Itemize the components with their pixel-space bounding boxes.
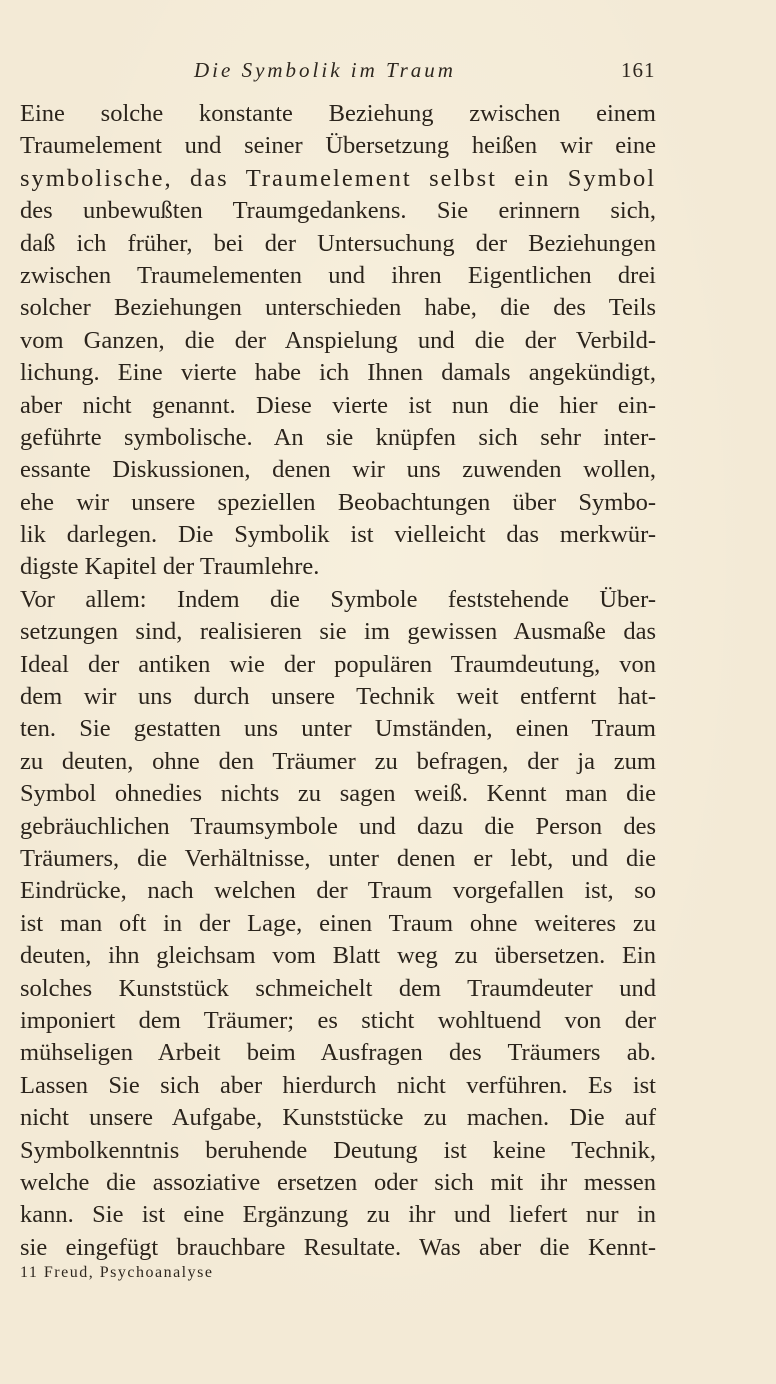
- text-line: Symbolkenntnis beruhende Deutung ist keine Technik,: [20, 1136, 656, 1164]
- text-line: Ideal der antiken wie der populären Traumdeutung, von: [20, 650, 656, 678]
- body-text: [20, 98, 656, 1264]
- text-line: zu deuten, ohne den Träumer zu befragen, der ja zum: [20, 747, 656, 775]
- text-line: lik darlegen. Die Symbolik ist vielleicht das merkwür-: [20, 521, 656, 549]
- text-line: Vor allem: Indem die Symbole feststehende Über-: [20, 585, 656, 613]
- text-line: Eindrücke, nach welchen der Traum vorgefallen ist, so: [20, 877, 656, 905]
- text-line: Symbol ohnedies nichts zu sagen weiß. Kennt man die: [20, 780, 656, 808]
- printer-signature: 11 Freud, Psychoanalyse: [20, 1264, 214, 1281]
- text-line: solches Kunststück schmeichelt dem Traumdeuter und: [20, 974, 656, 1002]
- text-line: setzungen sind, realisieren sie im gewissen Ausmaße das: [20, 618, 656, 646]
- text-line: des unbewußten Traumgedankens. Sie erinnern sich,: [20, 197, 656, 225]
- text-line: Eine solche konstante Beziehung zwischen einem: [20, 100, 656, 127]
- text-line: kann. Sie ist eine Ergänzung zu ihr und liefert nur in: [20, 1201, 656, 1229]
- text-line: solcher Beziehungen unterschieden habe, die des Teils: [20, 294, 656, 322]
- text-line: welche die assoziative ersetzen oder sich mit ihr messen: [20, 1168, 656, 1196]
- text-line: Lassen Sie sich aber hierdurch nicht verführen. Es ist: [20, 1071, 656, 1099]
- text-line: ist man oft in der Lage, einen Traum ohne weiteres zu: [20, 909, 656, 937]
- running-head: [0, 58, 776, 88]
- page-number: 161: [621, 58, 656, 82]
- text-line: ehe wir unsere speziellen Beobachtungen über Symbo-: [20, 488, 656, 516]
- text-line: nicht unsere Aufgabe, Kunststücke zu machen. Die auf: [20, 1104, 656, 1132]
- running-title: Die Symbolik im Traum: [194, 58, 456, 82]
- text-line: gebräuchlichen Traumsymbole und dazu die Person des: [20, 812, 656, 840]
- text-line: lichung. Eine vierte habe ich Ihnen damals angekündigt,: [20, 359, 656, 387]
- text-line: symbolische, das Traumelement selbst ein Symbol: [20, 164, 656, 192]
- text-line: essante Diskussionen, denen wir uns zuwenden wollen,: [20, 456, 656, 484]
- text-line: Traumelement und seiner Übersetzung heißen wir eine: [20, 132, 656, 160]
- text-line: daß ich früher, bei der Untersuchung der Beziehungen: [20, 229, 656, 257]
- text-line: dem wir uns durch unsere Technik weit entfernt hat-: [20, 683, 656, 711]
- text-line: geführte symbolische. An sie knüpfen sich sehr inter-: [20, 423, 656, 451]
- text-line: imponiert dem Träumer; es sticht wohltuend von der: [20, 1006, 656, 1034]
- text-line: Träumers, die Verhältnisse, unter denen er lebt, und die: [20, 844, 656, 872]
- text-line: mühseligen Arbeit beim Ausfragen des Träumers ab.: [20, 1039, 656, 1067]
- text-line: deuten, ihn gleichsam vom Blatt weg zu übersetzen. Ein: [20, 942, 656, 970]
- text-line: aber nicht genannt. Diese vierte ist nun die hier ein-: [20, 391, 656, 419]
- text-line: sie eingefügt brauchbare Resultate. Was aber die Kennt-: [20, 1233, 656, 1261]
- text-line: ten. Sie gestatten uns unter Umständen, einen Traum: [20, 715, 656, 743]
- text-line: vom Ganzen, die der Anspielung und die der Verbild-: [20, 326, 656, 354]
- text-line: zwischen Traumelementen und ihren Eigentlichen drei: [20, 261, 656, 289]
- text-line: digste Kapitel der Traumlehre.: [20, 553, 320, 581]
